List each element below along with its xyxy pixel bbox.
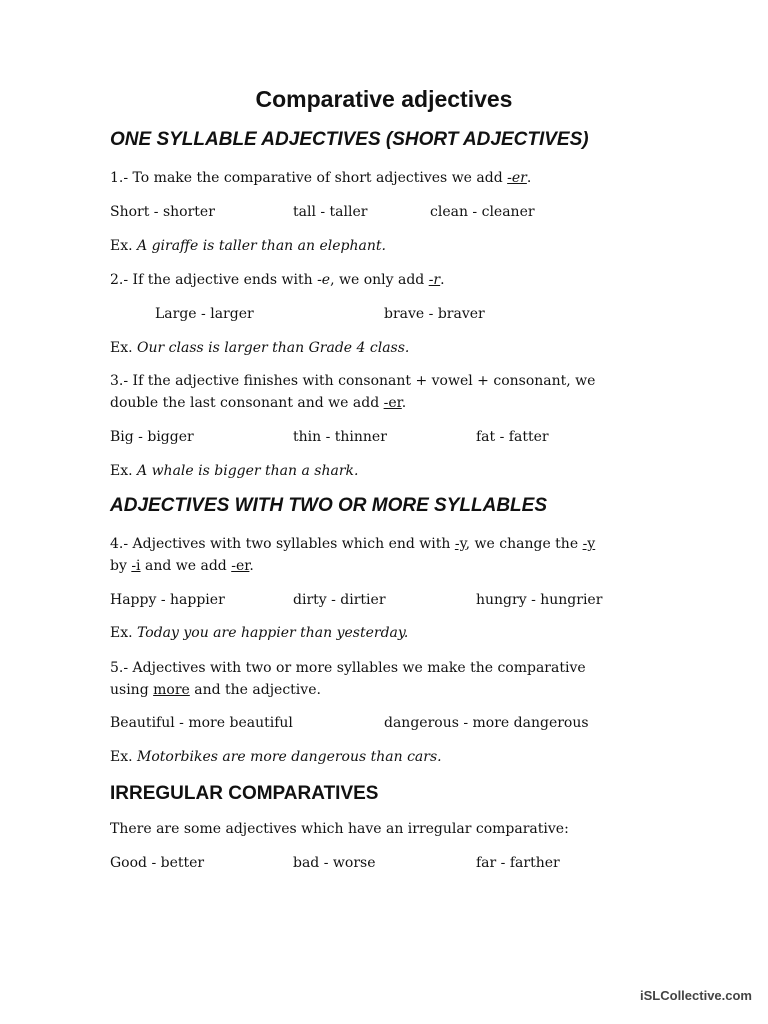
example-pair: tall - taller <box>293 204 368 220</box>
example-pair: Beautiful - more beautiful <box>110 715 293 731</box>
rule-4-suffix-er: -er <box>231 558 250 574</box>
example-sentence-4 <box>110 622 408 644</box>
rule-2 <box>110 269 445 291</box>
example-pair: fat - fatter <box>476 429 549 445</box>
example-prefix: Ex. <box>110 625 138 641</box>
rule-4-text-b: , we change the <box>465 536 583 552</box>
example-prefix: Ex. <box>110 463 138 479</box>
rule-2-suffix: -r <box>428 272 441 288</box>
rule-3-line-1: 3.- If the adjective finishes with consonant + vowel + consonant, we <box>110 373 596 389</box>
example-pair: dirty - dirtier <box>293 592 386 608</box>
example-pair: brave - braver <box>384 306 485 322</box>
example-pair: Short - shorter <box>110 204 215 220</box>
example-pair: clean - cleaner <box>430 204 535 220</box>
example-pair: hungry - hungrier <box>476 592 603 608</box>
section-heading-two-syllables: ADJECTIVES WITH TWO OR MORE SYLLABLES <box>110 495 548 516</box>
rule-3-text: double the last consonant and we add <box>110 395 384 411</box>
example-pair: Happy - happier <box>110 592 225 608</box>
rule-4-suffix-y: -y <box>454 536 466 552</box>
rule-2-text-a: 2.- If the adjective ends with <box>110 272 318 288</box>
rule-4-text-c: by <box>110 558 132 574</box>
rule-1-suffix: -er <box>507 170 527 186</box>
example-pair: bad - worse <box>293 855 376 871</box>
example-sentence-2 <box>110 337 409 359</box>
rule-5-text-b: and the adjective. <box>189 682 321 698</box>
rule-4-text-d: and we add <box>140 558 232 574</box>
example-sentence-1 <box>110 235 386 257</box>
rule-4-line-1 <box>110 533 595 555</box>
rule-2-text-b: , we only add <box>330 272 429 288</box>
example-pair: Big - bigger <box>110 429 194 445</box>
example-pair: Large - larger <box>155 306 254 322</box>
rule-3-suffix: -er <box>383 395 402 411</box>
rule-2-ending: -e <box>317 272 331 288</box>
irregular-intro: There are some adjectives which have an irregular comparative: <box>110 821 569 837</box>
page-title: Comparative adjectives <box>255 86 513 112</box>
rule-1 <box>110 167 531 189</box>
example-pair: dangerous - more dangerous <box>384 715 589 731</box>
example-sentence-text: A giraffe is taller than an elephant. <box>137 238 386 254</box>
example-sentence-text: A whale is bigger than a shark. <box>137 463 359 479</box>
rule-1-text: 1.- To make the comparative of short adjectives we add <box>110 170 508 186</box>
example-sentence-5 <box>110 746 442 768</box>
rule-3-line-2 <box>110 392 406 414</box>
footer-watermark: iSLCollective.com <box>640 988 752 1003</box>
rule-5-line-2 <box>110 679 321 701</box>
section-heading-irregular: IRREGULAR COMPARATIVES <box>110 783 379 804</box>
rule-5-text-a: using <box>110 682 154 698</box>
example-prefix: Ex. <box>110 749 138 765</box>
rule-5-line-1: 5.- Adjectives with two or more syllables we make the comparative <box>110 660 586 676</box>
rule-4-suffix-i: -i <box>131 558 141 574</box>
rule-4-end: . <box>249 558 254 574</box>
example-prefix: Ex. <box>110 238 138 254</box>
rule-4-line-2 <box>110 555 254 577</box>
rule-4-suffix-y2: -y <box>582 536 596 552</box>
section-heading-short-adjectives: ONE SYLLABLE ADJECTIVES (SHORT ADJECTIVES) <box>110 129 589 150</box>
rule-2-end: . <box>440 272 445 288</box>
rule-5-word-more: more <box>153 682 190 698</box>
example-pair: far - farther <box>476 855 560 871</box>
rule-4-text-a: 4.- Adjectives with two syllables which end with <box>110 536 455 552</box>
rule-1-end: . <box>526 170 532 186</box>
example-pair: thin - thinner <box>293 429 387 445</box>
example-pair: Good - better <box>110 855 205 871</box>
rule-3-end: . <box>401 395 407 411</box>
example-prefix: Ex. <box>110 340 138 356</box>
example-sentence-text: Today you are happier than yesterday. <box>137 625 409 641</box>
example-sentence-3 <box>110 460 358 482</box>
example-sentence-text: Our class is larger than Grade 4 class. <box>137 340 410 356</box>
example-sentence-text: Motorbikes are more dangerous than cars. <box>137 749 442 765</box>
